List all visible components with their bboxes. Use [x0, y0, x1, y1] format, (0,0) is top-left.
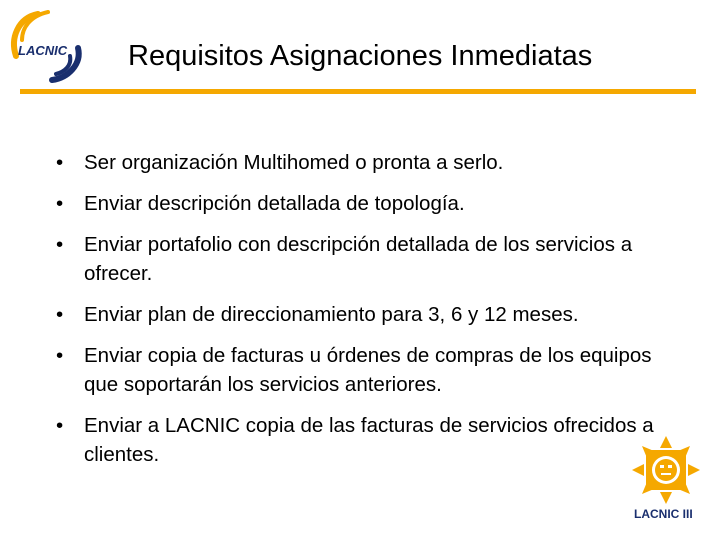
sun-logo-icon [624, 432, 720, 528]
list-item [56, 189, 676, 218]
lacnic-logo-graphic [8, 8, 90, 84]
list-item [56, 300, 676, 329]
lacnic-iii-logo [624, 432, 720, 528]
list-item-text: Enviar descripción detallada de topología. [84, 192, 465, 215]
list-item-text: Enviar a LACNIC copia de las facturas de servicios ofrecidos a clientes. [84, 414, 654, 466]
list-item [56, 148, 676, 177]
lacnic-logo [8, 8, 90, 84]
list-item-text: Enviar portafolio con descripción detallada de los servicios a ofrecer. [84, 233, 633, 285]
page-title: Requisitos Asignaciones Inmediatas [128, 40, 593, 72]
bullet-icon: • [56, 233, 64, 256]
requirements-list [56, 148, 676, 481]
logo-top-text: LACNIC [18, 43, 68, 58]
bullet-icon: • [56, 151, 64, 174]
list-item-text: Enviar plan de direccionamiento para 3, 6 y 12 meses. [84, 303, 579, 326]
bullet-icon: • [56, 303, 64, 326]
list-item [56, 411, 676, 469]
list-item [56, 341, 676, 399]
title-divider [20, 89, 696, 94]
logo-bottom-text: LACNIC III [634, 507, 693, 521]
bullet-icon: • [56, 414, 64, 437]
bullet-icon: • [56, 192, 64, 215]
bullet-icon: • [56, 344, 64, 367]
list-item-text: Ser organización Multihomed o pronta a serlo. [84, 151, 504, 174]
list-item-text: Enviar copia de facturas u órdenes de compras de los equipos que soportarán los servicios anteriores. [84, 344, 652, 396]
list-item [56, 230, 676, 288]
